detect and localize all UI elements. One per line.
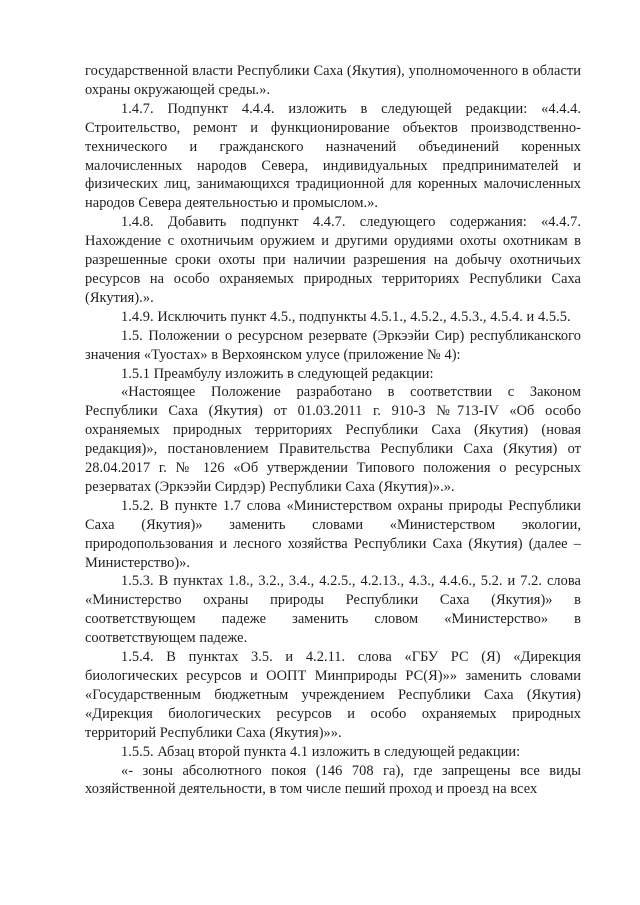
paragraph-8: 1.5.3. В пунктах 1.8., 3.2., 3.4., 4.2.5., 4.2.13., 4.3., 4.4.6., 5.2. и 7.2. слова «Министерство охраны природы Республики Саха (Якутия)» в соответствующем падеже заменить словом «Министерство» в соответствующем падеже. — [85, 573, 581, 647]
paragraph-10: 1.5.5. Абзац второй пункта 4.1 изложить в следующей редакции: — [121, 743, 521, 760]
document-page — [85, 62, 581, 799]
paragraph-1: 1.4.7. Подпункт 4.4.4. изложить в следующей редакции: «4.4.4. Строительство, ремонт и функционирование объектов производственно-технического и гражданского назначений объединений коренных малочисленных народов Севера, индивидуальных предпринимателей и физических лиц, занимающихся традиционной для коренных малочисленных народов Севера деятельностью и промыслом.». — [85, 100, 581, 212]
paragraph-11: «- зоны абсолютного покоя (146 708 га), где запрещены все виды хозяйственной деятельности, в том числе пеший проход и проезд на всех — [85, 762, 581, 798]
paragraph-2: 1.4.8. Добавить подпункт 4.4.7. следующего содержания: «4.4.7. Нахождение с охотничьим оружием и другими орудиями охоты охотникам в разрешенные сроки охоты при наличии разрешения на добычу охотничьих ресурсов на особо охраняемых природных территориях Республики Саха (Якутия).». — [85, 214, 581, 306]
paragraph-9: 1.5.4. В пунктах 3.5. и 4.2.11. слова «ГБУ РС (Я) «Дирекция биологических ресурсов и ООПТ Минприроды РС(Я)»» заменить словами «Государственным бюджетным учреждением Республики Саха (Якутия) «Дирекция биологических ресурсов и особо охраняемых природных территорий Республики Саха (Якутия)»». — [85, 649, 581, 741]
paragraph-5: 1.5.1 Преамбулу изложить в следующей редакции: — [121, 365, 434, 382]
paragraph-6: «Настоящее Положение разработано в соответствии с Законом Республики Саха (Якутия) от 01.03.2011 г. 910-З №713-IV «Об особо охраняемых природных территориях Республики Саха (Якутия) (новая редакция)», постановлением Правительства Республики Саха (Якутия) от 28.04.2017 г. № 126 «Об утверждении Типового положения о ресурсных резерватах (Эркээйи Сирдэр) Республики Саха (Якутия)».». — [85, 384, 581, 495]
paragraph-3: 1.4.9. Исключить пункт 4.5., подпункты 4.5.1., 4.5.2., 4.5.3., 4.5.4. и 4.5.5. — [121, 308, 571, 325]
paragraph-4: 1.5. Положении о ресурсном резервате (Эркээйи Сир) республиканского значения «Туостах» в Верхоянском улусе (приложение № 4): — [85, 327, 581, 363]
paragraph-0: государственной власти Республики Саха (Якутия), уполномоченного в области охраны окружающей среды.». — [85, 63, 581, 98]
paragraph-7: 1.5.2. В пункте 1.7 слова «Министерством охраны природы Республики Саха (Якутия)» заменить словами «Министерством экологии, природопользования и лесного хозяйства Республики Саха (Якутия) (далее – Министерство)». — [85, 497, 581, 571]
